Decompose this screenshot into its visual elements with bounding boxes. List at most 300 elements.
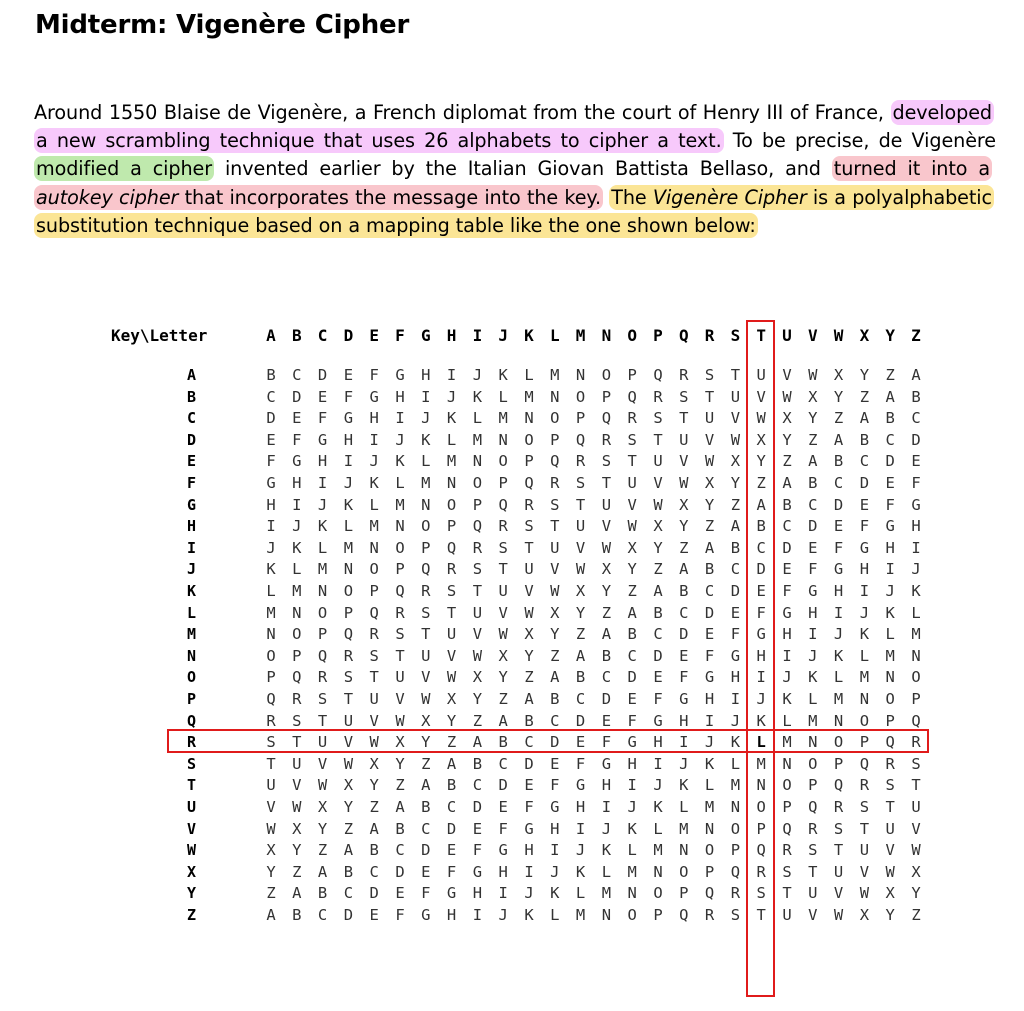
- table-cell: H: [782, 625, 792, 644]
- table-cell: R: [343, 646, 354, 665]
- table-cell: O: [885, 690, 895, 708]
- table-cell: V: [911, 819, 921, 838]
- table-cell: I: [833, 603, 844, 622]
- table-cell: M: [756, 754, 766, 773]
- table-cell: W: [782, 387, 792, 406]
- table-cell: B: [292, 906, 302, 924]
- table-cell: Z: [472, 711, 483, 730]
- table-cell: L: [653, 819, 663, 838]
- table-cell: H: [730, 668, 741, 687]
- table-cell: A: [498, 711, 508, 730]
- table-cell: R: [911, 733, 921, 752]
- table-cell: J: [266, 538, 276, 557]
- table-cell: Z: [292, 862, 302, 881]
- table-cell: U: [885, 819, 895, 838]
- table-cell: O: [808, 754, 818, 773]
- table-cell: B: [446, 776, 457, 795]
- table-cell: F: [911, 474, 921, 492]
- table-cell: V: [704, 430, 715, 449]
- table-cell: I: [317, 474, 328, 492]
- table-cell: K: [756, 711, 766, 730]
- table-cell: J: [782, 668, 792, 687]
- table-cell: M: [601, 884, 612, 903]
- table-cell: S: [550, 495, 560, 514]
- table-cell: X: [369, 754, 379, 773]
- table-cell: W: [446, 668, 457, 687]
- table-cell: B: [730, 538, 741, 557]
- table-cell: U: [575, 517, 586, 536]
- table-cell: A: [885, 387, 895, 406]
- table-cell: Y: [627, 560, 637, 579]
- row-key-c: C: [187, 409, 197, 428]
- table-cell: S: [395, 625, 405, 644]
- table-cell: K: [575, 862, 586, 881]
- table-cell: C: [911, 409, 921, 428]
- table-cell: D: [859, 474, 870, 492]
- table-cell: T: [911, 776, 921, 795]
- table-cell: T: [730, 366, 741, 384]
- table-cell: P: [859, 733, 870, 752]
- table-cell: H: [885, 538, 895, 557]
- highlight-red-text: turned it into a: [833, 157, 990, 181]
- table-cell: S: [782, 862, 792, 881]
- table-cell: E: [317, 387, 328, 406]
- row-key-q: Q: [187, 711, 197, 730]
- table-cell: X: [343, 776, 354, 795]
- table-cell: R: [292, 690, 302, 708]
- table-cell: Q: [343, 625, 354, 644]
- table-cell: T: [627, 452, 637, 471]
- table-cell: J: [808, 646, 818, 665]
- table-cell: D: [833, 495, 844, 514]
- table-cell: M: [369, 517, 379, 536]
- table-cell: Y: [911, 884, 921, 903]
- row-key-g: G: [187, 495, 197, 514]
- table-cell: P: [911, 690, 921, 708]
- table-cell: L: [627, 841, 637, 860]
- table-cell: M: [859, 668, 870, 687]
- table-cell: R: [808, 819, 818, 838]
- table-cell: E: [472, 819, 483, 838]
- autokey-term: autokey cipher: [36, 185, 179, 209]
- table-cell: J: [343, 474, 354, 492]
- table-cell: Z: [653, 560, 663, 579]
- table-cell: O: [524, 430, 534, 449]
- header-letter-t: T: [756, 326, 766, 345]
- header-letter-d: D: [343, 326, 354, 345]
- table-cell: I: [756, 668, 766, 687]
- table-cell: P: [808, 776, 818, 795]
- row-key-s: S: [187, 754, 197, 773]
- table-cell: S: [730, 906, 741, 924]
- text-segment: Around 1550 Blaise de Vigenère, a French diplomat from the court of Henry III of France,: [34, 101, 891, 124]
- table-cell: U: [833, 862, 844, 881]
- table-cell: G: [885, 517, 895, 536]
- table-cell: J: [730, 711, 741, 730]
- table-cell: Q: [266, 690, 276, 708]
- table-cell: W: [911, 841, 921, 860]
- table-cell: H: [369, 409, 379, 428]
- table-cell: U: [627, 474, 637, 492]
- table-cell: U: [679, 430, 689, 449]
- table-cell: N: [756, 776, 766, 795]
- table-cell: F: [343, 387, 354, 406]
- header-letter-y: Y: [885, 326, 895, 345]
- table-cell: K: [550, 884, 560, 903]
- table-cell: J: [395, 430, 405, 449]
- table-cell: M: [679, 819, 689, 838]
- table-cell: M: [782, 733, 792, 752]
- table-cell: S: [859, 798, 870, 816]
- table-cell: T: [756, 906, 766, 924]
- table-cell: Y: [782, 430, 792, 449]
- table-cell: E: [756, 582, 766, 600]
- table-cell: G: [317, 430, 328, 449]
- table-cell: A: [679, 560, 689, 579]
- table-cell: O: [627, 906, 637, 924]
- table-cell: H: [808, 603, 818, 622]
- table-cell: P: [524, 452, 534, 471]
- table-cell: Q: [911, 711, 921, 730]
- table-cell: E: [395, 884, 405, 903]
- table-cell: V: [395, 690, 405, 708]
- table-cell: P: [369, 582, 379, 600]
- table-cell: C: [859, 452, 870, 471]
- table-cell: T: [782, 884, 792, 903]
- table-cell: H: [911, 517, 921, 536]
- table-cell: D: [575, 711, 586, 730]
- table-cell: S: [575, 474, 586, 492]
- table-cell: W: [472, 646, 483, 665]
- table-cell: V: [627, 495, 637, 514]
- table-cell: U: [472, 603, 483, 622]
- table-cell: C: [575, 690, 586, 708]
- table-cell: F: [550, 776, 560, 795]
- table-cell: T: [885, 798, 895, 816]
- table-cell: X: [653, 517, 663, 536]
- table-cell: R: [472, 538, 483, 557]
- table-cell: O: [679, 862, 689, 881]
- table-cell: U: [704, 409, 715, 428]
- table-cell: X: [292, 819, 302, 838]
- table-cell: H: [859, 560, 870, 579]
- table-cell: H: [343, 430, 354, 449]
- table-cell: E: [524, 776, 534, 795]
- table-cell: G: [524, 819, 534, 838]
- table-cell: N: [808, 733, 818, 752]
- table-cell: L: [859, 646, 870, 665]
- table-cell: V: [653, 474, 663, 492]
- table-cell: N: [885, 668, 895, 687]
- table-cell: C: [601, 668, 612, 687]
- row-key-b: B: [187, 387, 197, 406]
- table-cell: E: [498, 798, 508, 816]
- table-cell: Q: [446, 538, 457, 557]
- highlight-column-box: [746, 320, 775, 997]
- table-cell: G: [704, 668, 715, 687]
- row-key-y: Y: [187, 884, 197, 903]
- table-cell: J: [550, 862, 560, 881]
- table-cell: N: [292, 603, 302, 622]
- table-cell: U: [859, 841, 870, 860]
- table-cell: X: [395, 733, 405, 752]
- table-cell: Z: [808, 430, 818, 449]
- table-cell: Q: [524, 474, 534, 492]
- table-cell: F: [859, 517, 870, 536]
- table-cell: E: [833, 517, 844, 536]
- table-cell: B: [421, 798, 431, 816]
- table-cell: I: [601, 798, 612, 816]
- table-cell: K: [859, 625, 870, 644]
- table-cell: Y: [601, 582, 612, 600]
- table-cell: N: [395, 517, 405, 536]
- table-cell: B: [859, 430, 870, 449]
- table-cell: P: [498, 474, 508, 492]
- header-letter-x: X: [859, 326, 870, 345]
- table-cell: N: [550, 387, 560, 406]
- table-cell: W: [833, 906, 844, 924]
- table-cell: C: [730, 560, 741, 579]
- table-cell: T: [317, 711, 328, 730]
- table-cell: H: [833, 582, 844, 600]
- table-cell: U: [395, 668, 405, 687]
- table-cell: H: [679, 711, 689, 730]
- table-cell: G: [627, 733, 637, 752]
- table-cell: Y: [446, 711, 457, 730]
- table-cell: K: [472, 387, 483, 406]
- header-letter-q: Q: [678, 326, 689, 345]
- table-cell: T: [524, 538, 534, 557]
- table-cell: E: [446, 841, 457, 860]
- table-cell: Q: [782, 819, 792, 838]
- table-cell: J: [911, 560, 921, 579]
- table-cell: A: [833, 430, 844, 449]
- table-cell: G: [575, 776, 586, 795]
- table-cell: V: [756, 387, 766, 406]
- table-cell: X: [704, 474, 715, 492]
- row-key-z: Z: [187, 906, 197, 924]
- table-cell: K: [369, 474, 379, 492]
- table-cell: R: [446, 560, 457, 579]
- table-cell: H: [421, 366, 431, 384]
- row-key-a: A: [187, 366, 197, 384]
- table-cell: K: [833, 646, 844, 665]
- table-cell: A: [601, 625, 612, 644]
- table-cell: F: [524, 798, 534, 816]
- table-cell: Z: [575, 625, 586, 644]
- table-cell: Z: [369, 798, 379, 816]
- table-cell: R: [395, 603, 405, 622]
- table-cell: H: [524, 841, 534, 860]
- table-cell: N: [730, 798, 741, 816]
- table-cell: S: [756, 884, 766, 903]
- table-cell: Y: [266, 862, 276, 881]
- table-cell: E: [575, 733, 586, 752]
- table-cell: V: [833, 884, 844, 903]
- header-letter-n: N: [601, 326, 612, 345]
- table-cell: P: [653, 906, 663, 924]
- table-cell: K: [601, 841, 612, 860]
- table-cell: W: [808, 366, 818, 384]
- table-cell: R: [679, 366, 689, 384]
- table-cell: H: [446, 906, 457, 924]
- table-cell: D: [730, 582, 741, 600]
- table-cell: J: [575, 841, 586, 860]
- table-cell: T: [704, 387, 715, 406]
- table-cell: I: [679, 733, 689, 752]
- table-cell: E: [627, 690, 637, 708]
- table-cell: I: [524, 862, 534, 881]
- table-cell: P: [550, 430, 560, 449]
- table-cell: K: [343, 495, 354, 514]
- table-cell: B: [911, 387, 921, 406]
- table-cell: W: [859, 884, 870, 903]
- table-cell: M: [343, 538, 354, 557]
- table-cell: G: [601, 754, 612, 773]
- table-cell: G: [343, 409, 354, 428]
- table-cell: A: [653, 582, 663, 600]
- row-key-v: V: [187, 819, 197, 838]
- row-key-m: M: [187, 625, 197, 644]
- table-cell: Y: [472, 690, 483, 708]
- table-cell: T: [859, 819, 870, 838]
- table-cell: H: [292, 474, 302, 492]
- table-cell: L: [550, 906, 560, 924]
- row-key-d: D: [187, 430, 197, 449]
- table-cell: B: [395, 819, 405, 838]
- table-cell: I: [859, 582, 870, 600]
- table-cell: O: [369, 560, 379, 579]
- table-cell: I: [369, 430, 379, 449]
- table-cell: Q: [833, 776, 844, 795]
- row-key-j: J: [187, 560, 197, 579]
- table-cell: T: [369, 668, 379, 687]
- table-cell: V: [446, 646, 457, 665]
- table-cell: Z: [911, 906, 921, 924]
- table-cell: J: [317, 495, 328, 514]
- table-cell: R: [730, 884, 741, 903]
- table-cell: P: [885, 711, 895, 730]
- table-cell: X: [911, 862, 921, 881]
- table-cell: S: [421, 603, 431, 622]
- table-cell: B: [756, 517, 766, 536]
- table-cell: T: [498, 560, 508, 579]
- table-cell: H: [601, 776, 612, 795]
- table-cell: W: [395, 711, 405, 730]
- table-cell: K: [421, 430, 431, 449]
- table-cell: X: [472, 668, 483, 687]
- table-cell: F: [446, 862, 457, 881]
- table-cell: Q: [498, 495, 508, 514]
- table-cell: R: [756, 862, 766, 881]
- table-cell: M: [627, 862, 637, 881]
- table-cell: X: [446, 690, 457, 708]
- table-cell: I: [885, 560, 895, 579]
- table-cell: M: [730, 776, 741, 795]
- table-cell: F: [575, 754, 586, 773]
- table-cell: C: [498, 754, 508, 773]
- table-cell: G: [395, 366, 405, 384]
- table-cell: F: [833, 538, 844, 557]
- table-cell: Y: [704, 495, 715, 514]
- table-cell: O: [317, 603, 328, 622]
- table-cell: H: [266, 495, 276, 514]
- table-cell: E: [421, 862, 431, 881]
- table-cell: G: [472, 862, 483, 881]
- table-cell: B: [782, 495, 792, 514]
- table-cell: C: [756, 538, 766, 557]
- table-cell: O: [266, 646, 276, 665]
- table-cell: R: [317, 668, 328, 687]
- table-cell: D: [292, 387, 302, 406]
- table-cell: L: [343, 517, 354, 536]
- table-cell: C: [369, 862, 379, 881]
- table-cell: H: [627, 754, 637, 773]
- highlight-green: modified a cipher: [36, 157, 213, 181]
- table-cell: O: [575, 387, 586, 406]
- table-cell: V: [859, 862, 870, 881]
- table-cell: R: [601, 430, 612, 449]
- table-cell: B: [575, 668, 586, 687]
- table-cell: B: [601, 646, 612, 665]
- table-cell: C: [627, 646, 637, 665]
- table-cell: X: [421, 711, 431, 730]
- table-cell: C: [421, 819, 431, 838]
- table-cell: T: [292, 733, 302, 752]
- header-letter-c: C: [317, 326, 328, 345]
- table-cell: U: [317, 733, 328, 752]
- table-cell: K: [730, 733, 741, 752]
- table-cell: Z: [550, 646, 560, 665]
- table-cell: V: [421, 668, 431, 687]
- table-cell: Q: [395, 582, 405, 600]
- table-cell: X: [317, 798, 328, 816]
- table-cell: S: [601, 452, 612, 471]
- table-cell: C: [704, 582, 715, 600]
- table-cell: I: [395, 409, 405, 428]
- table-cell: H: [575, 798, 586, 816]
- table-cell: B: [472, 754, 483, 773]
- table-cell: W: [550, 582, 560, 600]
- table-cell: F: [317, 409, 328, 428]
- table-cell: Y: [395, 754, 405, 773]
- table-cell: A: [369, 819, 379, 838]
- table-cell: H: [498, 862, 508, 881]
- row-key-u: U: [187, 798, 197, 816]
- table-cell: E: [911, 452, 921, 471]
- table-cell: Z: [756, 474, 766, 492]
- header-letter-z: Z: [911, 326, 921, 345]
- table-cell: F: [756, 603, 766, 622]
- table-cell: P: [395, 560, 405, 579]
- table-cell: Y: [859, 366, 870, 384]
- table-cell: C: [550, 711, 560, 730]
- table-cell: G: [498, 841, 508, 860]
- table-cell: M: [704, 798, 715, 816]
- table-cell: N: [472, 452, 483, 471]
- table-cell: C: [266, 387, 276, 406]
- table-cell: C: [679, 603, 689, 622]
- table-cell: F: [627, 711, 637, 730]
- table-cell: X: [756, 430, 766, 449]
- table-cell: T: [446, 603, 457, 622]
- table-cell: V: [808, 906, 818, 924]
- table-cell: O: [446, 495, 457, 514]
- table-cell: Y: [550, 625, 560, 644]
- table-cell: B: [833, 452, 844, 471]
- table-cell: U: [498, 582, 508, 600]
- table-cell: K: [498, 366, 508, 384]
